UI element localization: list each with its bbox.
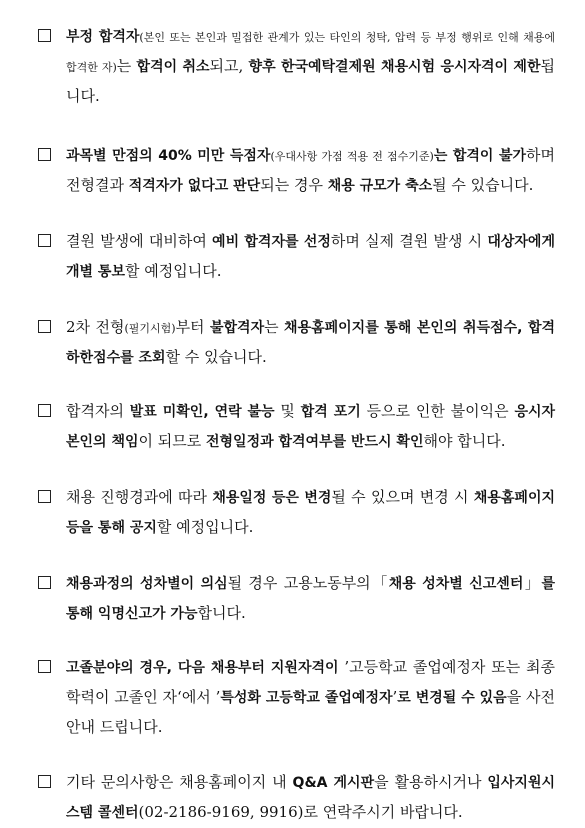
body-text: (우대사항 가점 적용 전 점수기준) — [270, 150, 434, 163]
notice-text — [66, 402, 555, 450]
body-text: 결원 발생에 대비하여 — [66, 232, 213, 250]
checkbox-icon — [38, 234, 51, 247]
emphasis-text: 향후 한국예탁결제원 채용시험 응시자격이 제한 — [248, 59, 541, 75]
emphasis-text: 채용과정의 성차별이 의심 — [66, 576, 228, 592]
body-text: 는 — [264, 318, 285, 336]
notice-item — [38, 313, 555, 373]
emphasis-text: 채용일정 등은 변경 — [212, 490, 332, 506]
body-text: ’고등학교 졸업예정자 또는 최종학력이 고졸인 자‘에서 ’ — [66, 658, 555, 706]
emphasis-text: 는 — [433, 148, 448, 164]
notice-item — [38, 227, 555, 287]
notice-text — [66, 658, 555, 736]
body-text: 및 — [274, 402, 301, 420]
body-text: 될 수 있으며 변경 시 — [331, 488, 474, 506]
notice-item — [38, 22, 555, 111]
body-text: 부터 — [175, 318, 210, 336]
emphasis-text: 적격자가 없다고 판단 — [128, 178, 261, 194]
emphasis-text: 채용홈페이지 등을 통해 공지 — [66, 490, 555, 536]
notice-text — [66, 232, 555, 280]
emphasis-text: 합격이 불가 — [452, 148, 526, 164]
emphasis-text: 를 통해 익명신고가 가능 — [66, 576, 555, 622]
body-text: 기타 문의사항은 채용홈페이지 내 — [66, 773, 293, 791]
body-text: 등으로 인한 불이익은 — [360, 402, 515, 420]
body-text: 하며 실제 결원 발생 시 — [330, 232, 488, 250]
body-text: (본인 또는 본인과 밀접한 관계가 있는 타인의 청탁, 압력 등 부정 행위로 인해 채용에 합격한 자) — [66, 31, 555, 74]
body-text: 채용 진행경과에 따라 — [66, 488, 213, 506]
notice-item — [38, 397, 555, 457]
emphasis-text: 채용 규모가 축소 — [327, 178, 433, 194]
body-text: 을 사전 안내 드립니다. — [66, 688, 555, 736]
notice-text — [66, 773, 555, 821]
body-text: 하며 전형결과 — [66, 146, 555, 194]
body-text: 합격자의 — [66, 402, 130, 420]
checkbox-icon — [38, 775, 51, 788]
body-text: 될 수 있습니다. — [432, 176, 534, 194]
emphasis-text: 전형일정과 합격여부를 반드시 확인 — [206, 434, 424, 450]
body-text: (필기시험) — [124, 322, 176, 335]
emphasis-text: 응시자 본인의 책임 — [66, 404, 556, 450]
checkbox-icon — [38, 320, 51, 333]
body-text: 할 수 있습니다. — [165, 348, 267, 366]
emphasis-text: 입사지원시스템 콜센터 — [66, 775, 555, 821]
notice-item — [38, 653, 555, 742]
body-text: (02-2186-9169, 9916)로 연락주시기 바랍니다. — [138, 803, 463, 821]
checkbox-icon — [38, 490, 51, 503]
body-text: 될 경우 고용노동부의「 — [227, 574, 389, 592]
emphasis-text: 발표 미확인, 연락 불능 — [129, 404, 275, 420]
notice-item — [38, 483, 555, 543]
emphasis-text: 로 변경될 수 있음 — [397, 690, 507, 706]
notice-item — [38, 141, 555, 201]
body-text: 해야 합니다. — [423, 432, 506, 450]
body-text: 할 예정입니다. — [124, 262, 222, 280]
checkbox-icon — [38, 576, 51, 589]
notice-item — [38, 768, 555, 828]
notice-text — [66, 27, 555, 105]
body-text: 2차 전형 — [66, 318, 125, 336]
body-text: 할 예정입니다. — [156, 518, 254, 536]
checkbox-icon — [38, 660, 51, 673]
notice-item — [38, 569, 555, 629]
emphasis-text: 부정 합격자 — [66, 29, 140, 45]
emphasis-text: 대상자에게 개별 통보 — [66, 234, 555, 280]
notice-text — [66, 146, 555, 194]
notice-text — [66, 488, 555, 536]
emphasis-text: 합격 포기 — [300, 404, 361, 420]
emphasis-text: 불합격자 — [210, 320, 265, 336]
checkbox-icon — [38, 29, 51, 42]
emphasis-text: 고졸분야의 경우, 다음 채용부터 지원자격이 — [66, 660, 339, 676]
body-text: 합니다. — [197, 604, 246, 622]
emphasis-text: 특성화 고등학교 졸업예정자 — [220, 690, 393, 706]
body-text: 되는 경우 — [260, 176, 328, 194]
body-text: ’ — [392, 688, 398, 706]
notice-text — [66, 574, 555, 622]
body-text: 을 활용하시거나 — [374, 773, 488, 791]
body-text: 는 — [116, 57, 137, 75]
body-text: 되고, — [209, 57, 249, 75]
body-text: 이 되므로 — [138, 432, 206, 450]
checkbox-icon — [38, 148, 51, 161]
emphasis-text: Q&A 게시판 — [292, 775, 375, 791]
notice-text — [66, 318, 555, 366]
emphasis-text: 채용홈페이지를 통해 본인의 취득점수, 합격 하한점수를 조회 — [66, 320, 555, 366]
body-text: 됩니다. — [66, 57, 555, 105]
emphasis-text: 예비 합격자를 선정 — [212, 234, 331, 250]
emphasis-text: 과목별 만점의 40% 미만 득점자 — [66, 148, 271, 164]
body-text: 」 — [523, 574, 542, 592]
emphasis-text: 채용 성차별 신고센터 — [388, 576, 524, 592]
emphasis-text: 합격이 취소 — [136, 59, 210, 75]
checkbox-icon — [38, 404, 51, 417]
